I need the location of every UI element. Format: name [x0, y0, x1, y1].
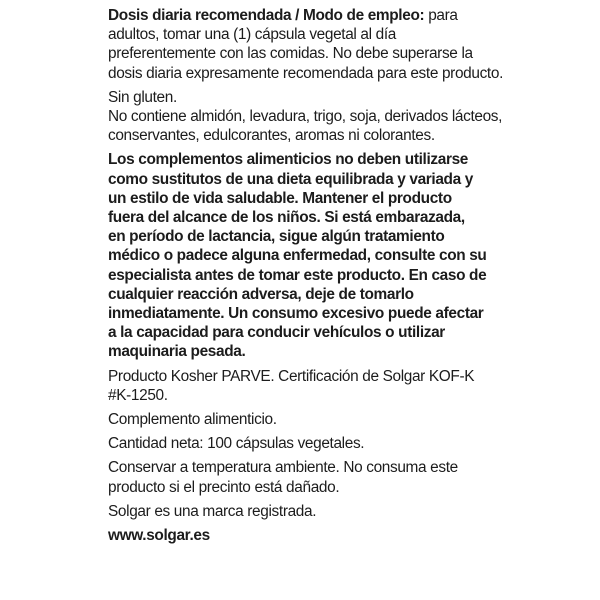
net-quantity-text: Cantidad neta: 100 cápsulas vegetales.	[108, 435, 365, 453]
supplement-text: Complemento alimenticio.	[108, 411, 277, 429]
storage-paragraph	[108, 458, 500, 496]
free-from-paragraph	[108, 88, 503, 146]
warning-line: especialista antes de tomar este producto. En caso de	[108, 266, 487, 284]
warning-line: médico o padece alguna enfermedad, consulte con su	[108, 247, 487, 265]
dosage-line: para	[428, 7, 458, 24]
website-link[interactable]: www.solgar.es	[108, 527, 210, 545]
kosher-paragraph	[108, 367, 500, 405]
kosher-line: #K-1250.	[108, 386, 168, 404]
trademark-paragraph	[108, 502, 500, 521]
warning-line: fuera del alcance de los niños. Si está embarazada,	[108, 209, 465, 227]
warning-line: maquinaria pesada.	[108, 343, 246, 361]
dosage-line: preferentemente con las comidas. No debe superarse la	[108, 45, 473, 63]
trademark-text: Solgar es una marca registrada.	[108, 502, 317, 520]
dosage-heading: Dosis diaria recomendada / Modo de empleo:	[108, 7, 425, 24]
warning-line: cualquier reacción adversa, deje de tomarlo	[108, 285, 414, 303]
warning-line: un estilo de vida saludable. Mantener el producto	[108, 189, 452, 207]
storage-line: producto si el precinto está dañado.	[108, 478, 340, 496]
free-from-line: conservantes, edulcorantes, aromas ni colorantes.	[108, 127, 435, 145]
warning-line: como sustitutos de una dieta equilibrada y variada y	[108, 170, 473, 188]
warning-line: a la capacidad para conducir vehículos o utilizar	[108, 324, 445, 342]
dosage-first-line	[108, 6, 500, 25]
warning-paragraph	[108, 150, 500, 361]
product-label-text	[108, 6, 503, 545]
free-from-line: No contiene almidón, levadura, trigo, soja, derivados lácteos,	[108, 108, 503, 126]
kosher-line: Producto Kosher PARVE. Certificación de Solgar KOF-K	[108, 367, 475, 385]
warning-line: Los complementos alimenticios no deben utilizarse	[108, 151, 469, 169]
warning-line: inmediatamente. Un consumo excesivo puede afectar	[108, 305, 484, 323]
supplement-paragraph	[108, 410, 500, 429]
dosage-paragraph	[108, 6, 503, 83]
net-quantity-paragraph	[108, 434, 500, 453]
warning-line: en período de lactancia, sigue algún tratamiento	[108, 228, 445, 246]
gluten-free-line: Sin gluten.	[108, 88, 177, 106]
website-paragraph	[108, 526, 500, 545]
dosage-line: adultos, tomar una (1) cápsula vegetal al día	[108, 26, 396, 44]
dosage-line: dosis diaria expresamente recomendada para este producto.	[108, 64, 503, 82]
storage-line: Conservar a temperatura ambiente. No consuma este	[108, 459, 458, 477]
